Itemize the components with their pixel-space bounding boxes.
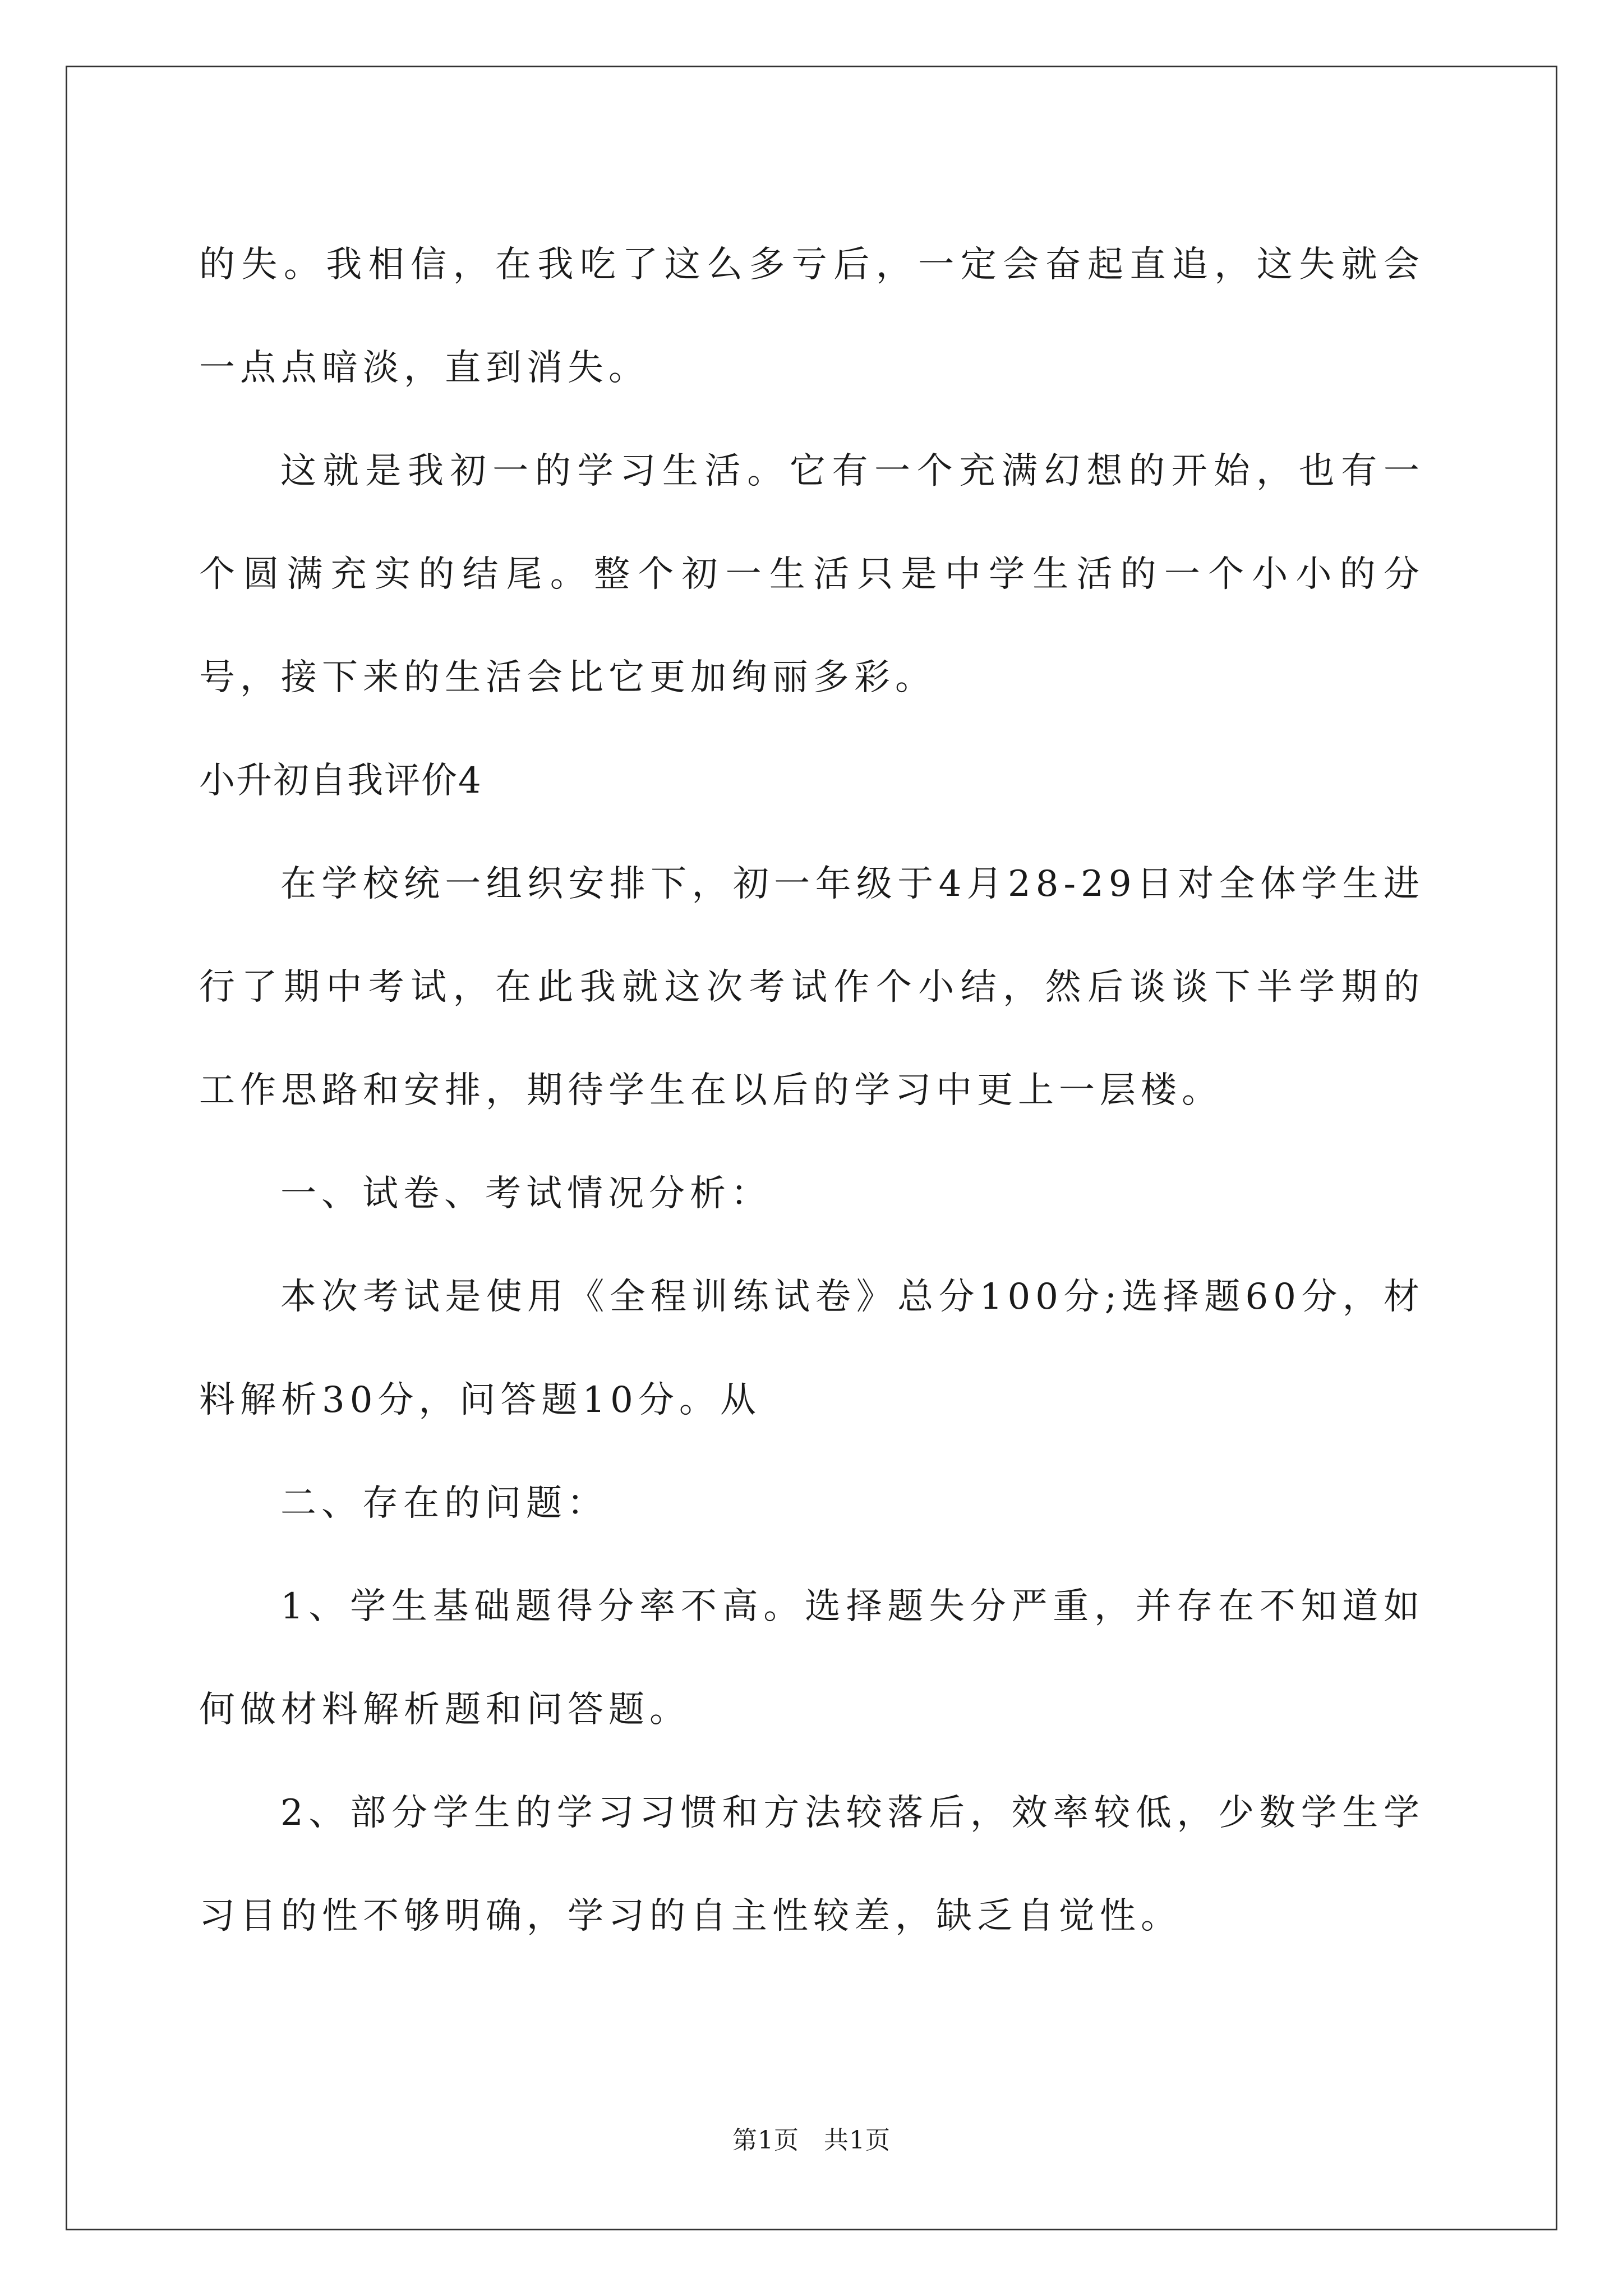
paragraph-8: 2、部分学生的学习习惯和方法较落后，效率较低，少数学生学习目的性不够明确，学习的自主性较差，缺乏自觉性。: [199, 1792, 1424, 1937]
page-footer: [0, 2124, 1623, 2157]
paragraph-5: 本次考试是使用《全程训练试卷》总分100分;选择题60分，材料解析30分，问答题10分。从: [199, 1276, 1424, 1421]
paragraph-2: 这就是我初一的学习生活。它有一个充满幻想的开始，也有一个圆满充实的结尾。整个初一生活只是中学生活的一个小小的分号，接下来的生活会比它更加绚丽多彩。: [199, 450, 1424, 698]
paragraph-7: 1、学生基础题得分率不高。选择题失分严重，并存在不知道如何做材料解析题和问答题。: [199, 1586, 1424, 1731]
page-number-total: 共1页: [824, 2126, 891, 2155]
paragraph-4: 一、试卷、考试情况分析：: [280, 1173, 772, 1214]
page-number-current: 第1页: [732, 2126, 799, 2155]
section-heading: 小升初自我评价4: [199, 760, 482, 802]
paragraph-1: 的失。我相信，在我吃了这么多亏后，一定会奋起直追，这失就会一点点暗淡，直到消失。: [199, 244, 1424, 389]
paragraph-6: 二、存在的问题：: [280, 1483, 608, 1524]
document-body: [199, 213, 1424, 1968]
paragraph-3: 在学校统一组织安排下，初一年级于4月28-29日对全体学生进行了期中考试，在此我就这次考试作个小结，然后谈谈下半学期的工作思路和安排，期待学生在以后的学习中更上一层楼。: [199, 863, 1424, 1111]
